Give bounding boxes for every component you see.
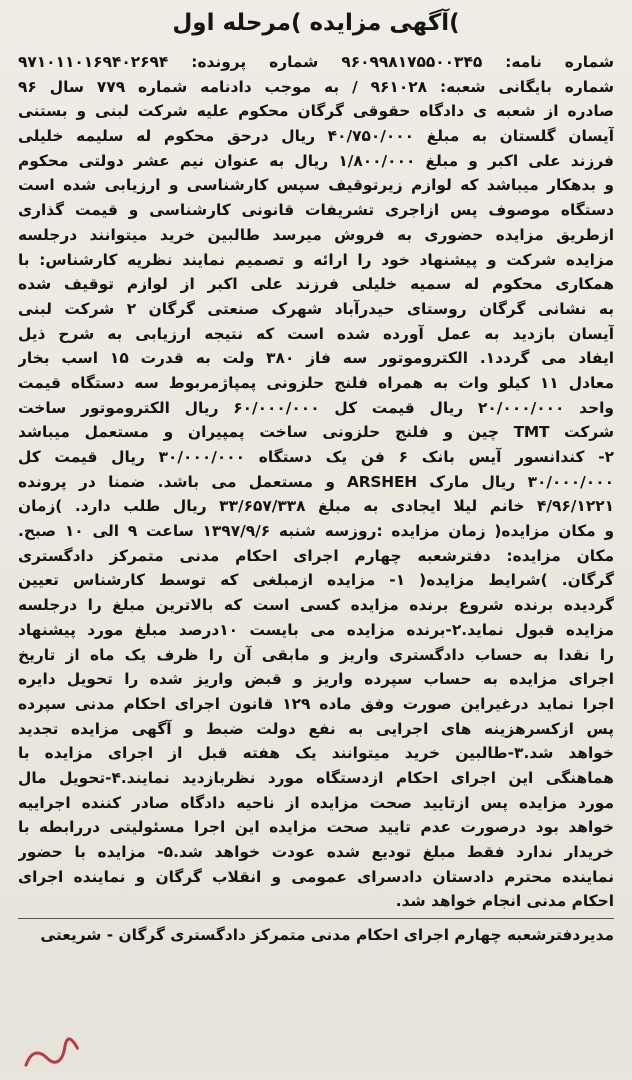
body-line: همکاری محکوم له سمیه خلیلی فرزند علی اکبر از لوازم توقیف شده (18, 275, 614, 294)
signature-line: مدیردفترشعبه چهارم اجرای احکام مدنی متمرکز دادگستری گرگان - شریعتی (40, 926, 614, 945)
body-line: شماره بایگانی شعبه: ۹۶۱۰۲۸ / به موجب دادنامه شماره ۷۷۹ سال ۹۶ (18, 77, 614, 96)
body-line: خواهد بود درصورت عدم تایید صحت مزایده این اجرا مسئولیتی دررابطه با (18, 818, 614, 837)
body-line: خواهد شد.۳-طالبین خرید میتوانند یک هفته قبل از اجرای مزایده با (18, 744, 614, 763)
body-line: ۲- کندانسور آیس بانک ۶ فن یک دستگاه ۳۰/۰۰۰/۰۰۰ ریال قیمت کل (18, 448, 614, 466)
body-line: دستگاه موصوف پس ازاجری تشریفات قانونی کارشناسی و قیمت گذاری (18, 201, 614, 220)
body-line: اجرای مزایده به حساب سپرده واریز و قبض واریز شده را تحویل دایره (18, 670, 614, 689)
body-line: مورد مزایده پس ازتایید صحت مزایده از ناحیه دادگاه صادر کننده اجراییه (18, 793, 614, 812)
body-line: آیسان گلستان به مبلغ ۴۰/۷۵۰/۰۰۰ ریال درحق محکوم له سلیمه خلیلی (18, 127, 614, 146)
body-line: ۳۰/۰۰۰/۰۰۰ ریال مارک ARSHEH و مستعمل می باشد. ضمنا در پرونده (18, 472, 614, 491)
body-line: ایفاد می گردد۱. الکتروموتور سه فاز ۳۸۰ ولت به قدرت ۱۵ اسب بخار (18, 349, 614, 368)
signature-divider (18, 918, 614, 919)
body-line: نماینده محترم دادستان دادسرای عمومی و انقلاب گرگان و نماینده اجرای (18, 867, 614, 886)
body-line: واحد ۲۰/۰۰۰/۰۰۰ ریال قیمت کل ۶۰/۰۰۰/۰۰۰ ریال الکتروموتور ساخت (18, 398, 614, 417)
body-line: آیسان بازدید به عمل آورده شده است که نتیجه ارزیابی به شرح ذیل (18, 324, 614, 343)
body-line: پس ازکسرهزینه های اجرایی به نفع دولت ضبط و آگهی مزایده تجدید (18, 719, 614, 738)
body-line: مزایده شرکت و پیشنهاد خود را ارائه و تصمیم نمایند نظریه کارشناس: با (18, 250, 614, 269)
body-line: معادل ۱۱ کیلو وات به همراه فلنج حلزونی پمپاژمربوط سه دستگاه قیمت (18, 373, 614, 392)
body-line: احکام مدنی انجام خواهد شد. (395, 892, 614, 911)
body-line: شرکت TMT چین و فلنج حلزونی ساخت پمپیران و مستعمل میباشد (18, 423, 614, 442)
body-line: اجرا نماید درغیراین صورت وفق ماده ۱۲۹ قانون اجرای احکام مدنی سپرده (18, 694, 614, 713)
notice-title: آگهی مزایده )مرحله اول( (172, 10, 460, 36)
body-line: فرزند علی اکبر و مبلغ ۱/۸۰۰/۰۰۰ ریال به عنوان نیم عشر دولتی محکوم (18, 151, 614, 170)
body-line: و مکان مزایده( زمان مزایده :روزسه شنبه ۱۳۹۷/۹/۶ ساعت ۹ الی ۱۰ صبح. (18, 522, 614, 541)
ink-scribble-icon (18, 1034, 83, 1074)
body-line: مزایده قبول نماید.۲-برنده مزایده می بایست ۱۰درصد مبلغ مورد پیشنهاد (18, 620, 614, 639)
body-line: به نشانی گرگان روستای حیدرآباد شهرک صنعتی گرگان ۲ شرکت لبنی (18, 299, 614, 318)
body-line: گرگان. )شرایط مزایده( ۱- مزایده ازمبلغی که توسط کارشناس تعیین (18, 571, 614, 590)
body-line: گردیده برنده شروع برنده مزایده کسی است که بالاترین مبلغ را درجلسه (18, 596, 614, 615)
notice-body (18, 50, 614, 914)
body-line: شماره نامه: ۹۶۰۹۹۸۱۷۵۵۰۰۳۴۵ شماره پرونده: ۹۷۱۰۱۱۰۱۶۹۴۰۲۶۹۴ (18, 53, 614, 71)
body-line: صادره از شعبه ی دادگاه حقوقی گرگان محکوم علیه شرکت لبنی و بستنی (18, 102, 614, 121)
red-ink-mark (18, 1034, 83, 1074)
body-line: هماهنگی این اجرای احکام ازدستگاه مورد نظربازدید نمایند.۴-تحویل مال (18, 768, 614, 787)
body-line: مکان مزایده: دفترشعبه چهارم اجرای احکام مدنی متمرکز دادگستری (18, 546, 614, 565)
body-line: ۴/۹۶/۱۲۲۱ خانم لیلا ایجادی به مبلغ ۳۳/۶۵۷/۳۳۸ ریال طلب دارد. )زمان (18, 497, 614, 516)
body-line: ازطریق مزایده حضوری به فروش میرسد طالبین خرید میتوانند درجلسه (18, 225, 614, 244)
body-line: و بدهکار میباشد که لوازم زیرتوقیف سپس کارشناسی و ارزیابی شده است (18, 176, 614, 195)
body-line: خریدار ندارد فقط مبلغ تودیع شده عودت خواهد شد.۵- مزایده با حضور (18, 843, 614, 861)
body-line: را نقدا به حساب دادگستری واریز و مابقی آن را ظرف یک ماه از تاریخ (18, 645, 614, 664)
